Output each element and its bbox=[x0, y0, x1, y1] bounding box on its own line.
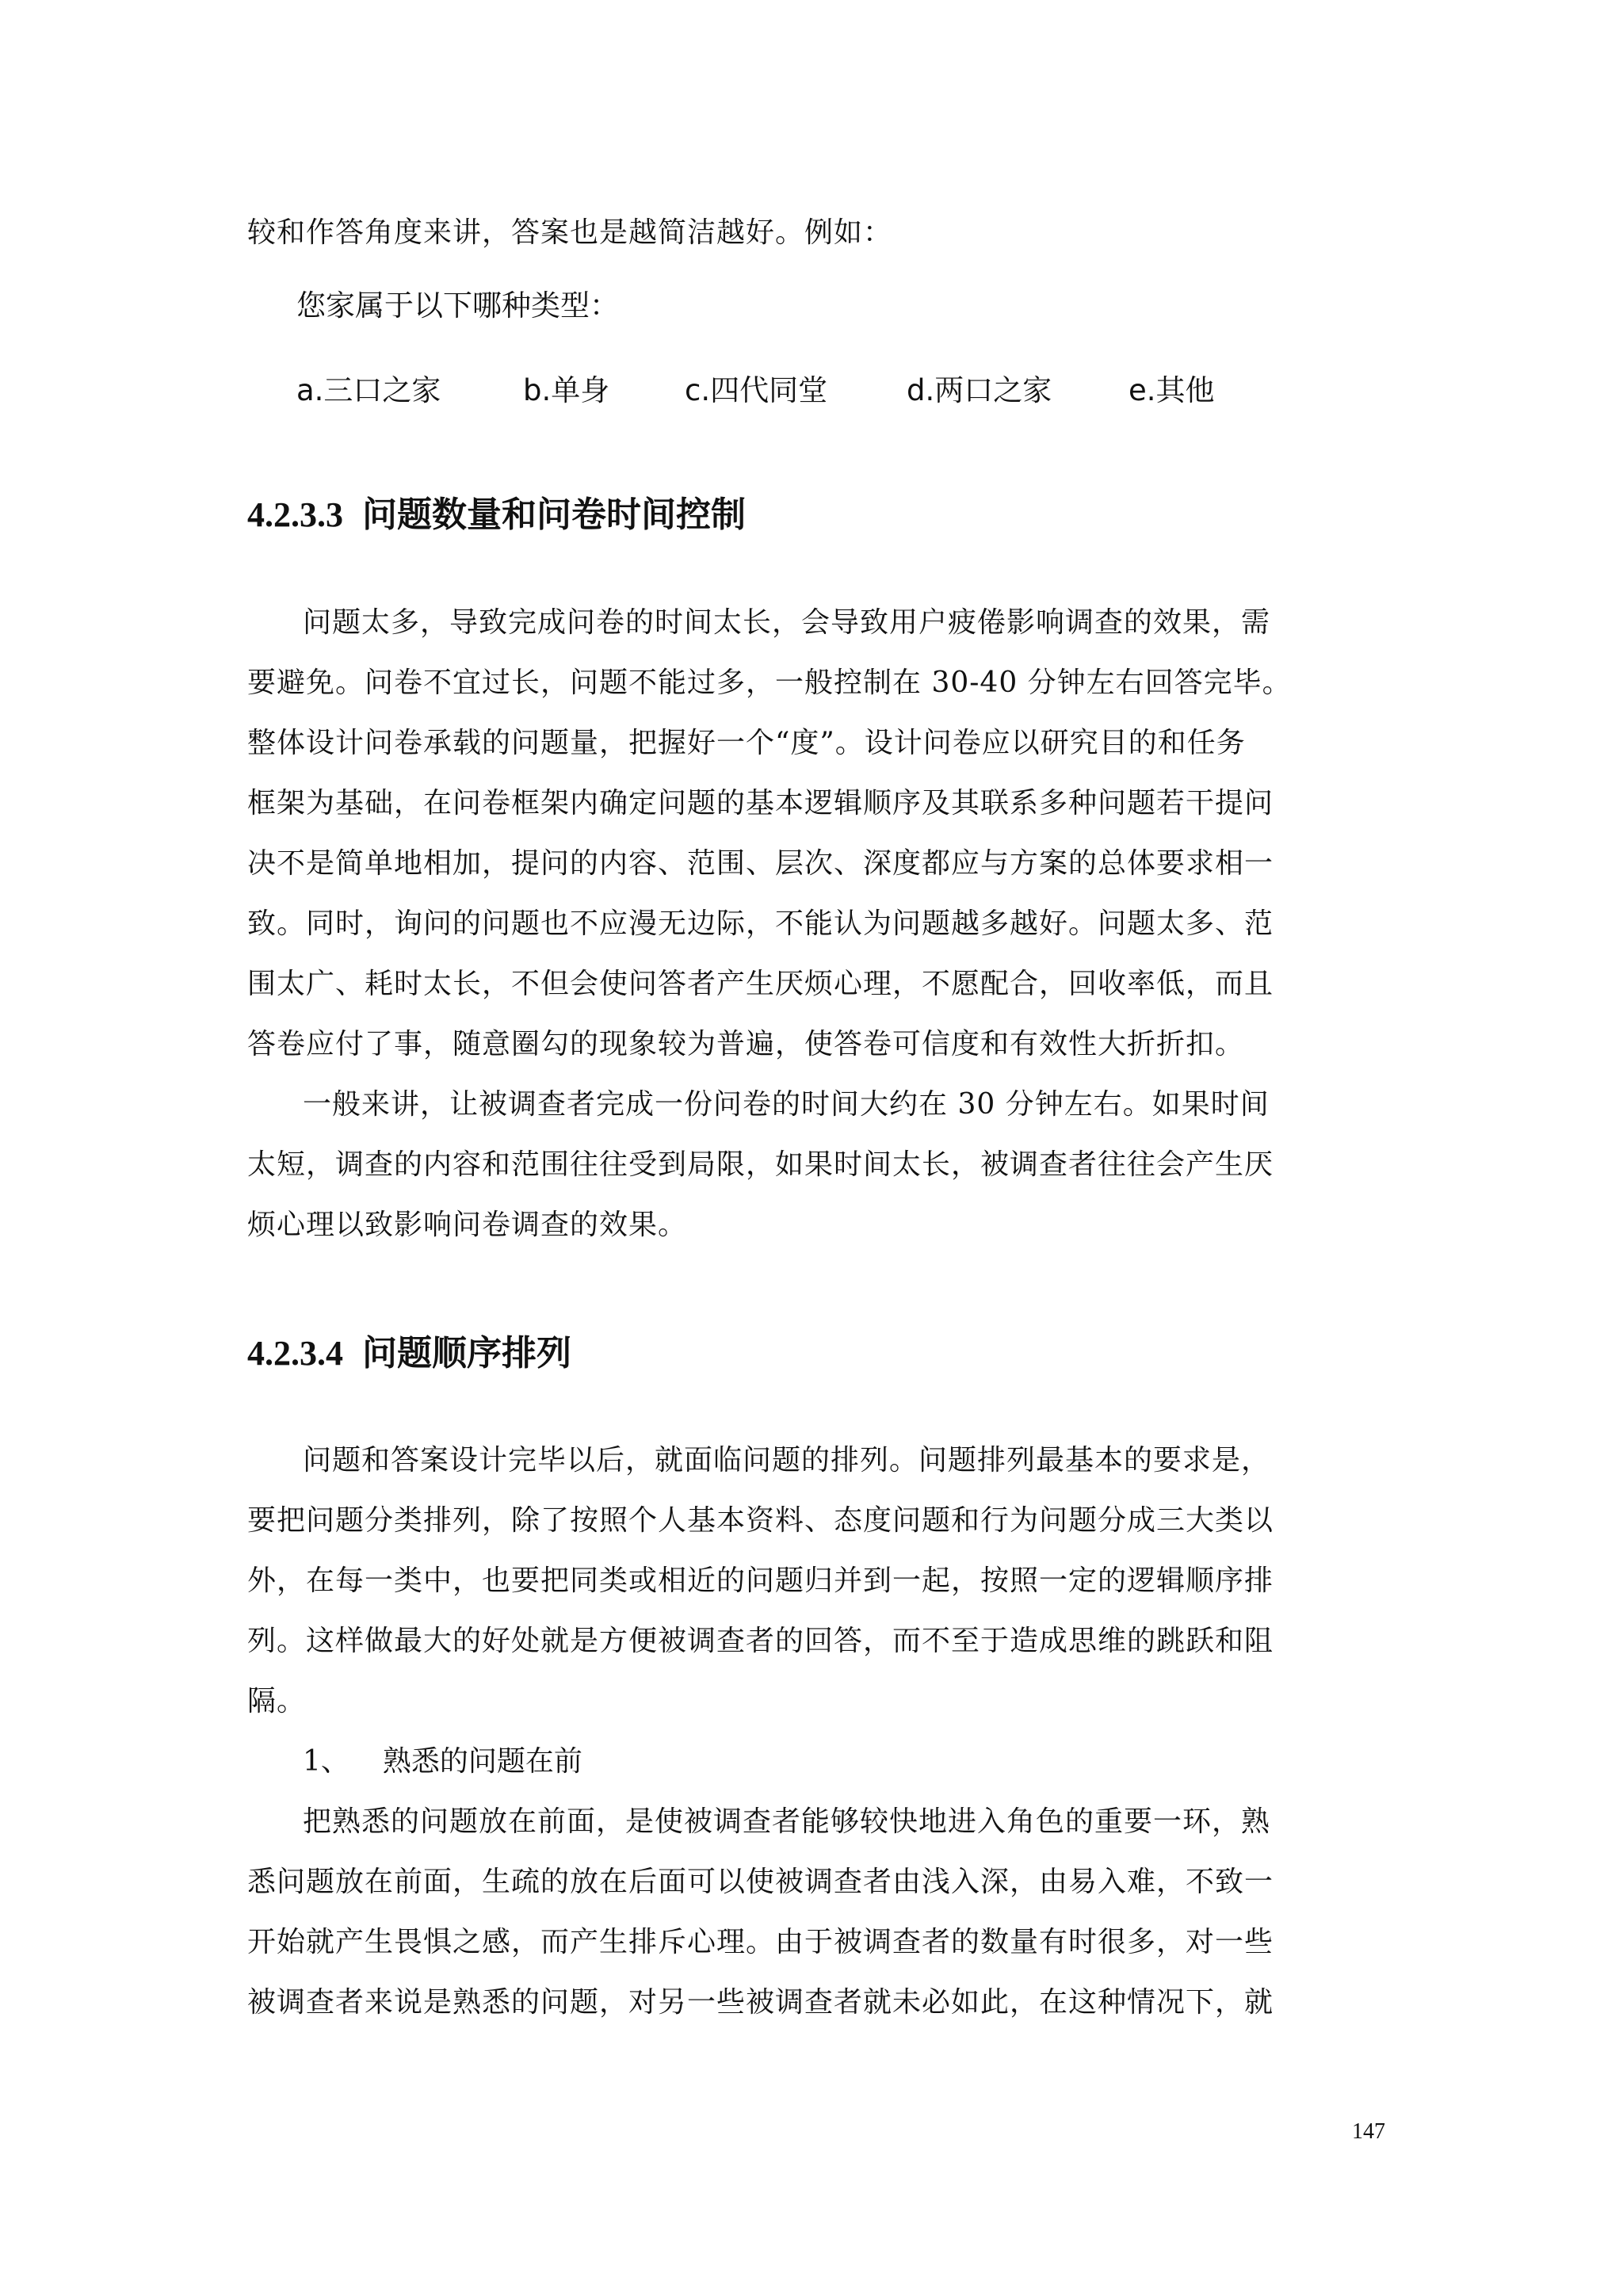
list-item-text: 熟悉的问题在前 bbox=[382, 1745, 582, 1778]
list-marker: 1、 bbox=[303, 1745, 349, 1778]
option-e: e.其他 bbox=[1128, 373, 1215, 407]
section-number: 4.2.3.3 bbox=[247, 495, 343, 534]
text-line: 把熟悉的问题放在前面，是使被调查者能够较快地进入角色的重要一环，熟 bbox=[303, 1805, 1271, 1838]
text-line: 隔。 bbox=[247, 1685, 307, 1717]
section-title: 问题顺序排列 bbox=[362, 1333, 571, 1373]
text-line: 围太广、耗时太长，不但会使问答者产生厌烦心理，不愿配合，回收率低，而且 bbox=[247, 968, 1274, 1000]
text-line: 太短，调查的内容和范围往往受到局限，如果时间太长，被调查者往往会产生厌 bbox=[247, 1148, 1274, 1181]
text-line: 烦心理以致影响问卷调查的效果。 bbox=[247, 1209, 688, 1241]
section-heading-4233 bbox=[247, 493, 746, 537]
text-line: 致。同时，询问的问题也不应漫无边际，不能认为问题越多越好。问题太多、范 bbox=[247, 907, 1274, 940]
option-d: d.两口之家 bbox=[907, 373, 1052, 407]
option-a: a.三口之家 bbox=[296, 373, 441, 407]
text-line: 框架为基础，在问卷框架内确定问题的基本逻辑顺序及其联系多种问题若干提问 bbox=[247, 787, 1274, 819]
text-line: 答卷应付了事，随意圈勾的现象较为普遍，使答卷可信度和有效性大折折扣。 bbox=[247, 1028, 1245, 1060]
text-line: 开始就产生畏惧之感，而产生排斥心理。由于被调查者的数量有时很多，对一些 bbox=[247, 1926, 1274, 1958]
list-item-1 bbox=[303, 1743, 582, 1781]
example-question: 您家属于以下哪种类型： bbox=[296, 288, 619, 323]
option-b: b.单身 bbox=[523, 373, 610, 407]
text-line: 要把问题分类排列，除了按照个人基本资料、态度问题和行为问题分成三大类以 bbox=[247, 1504, 1274, 1537]
text-line: 外，在每一类中，也要把同类或相近的问题归并到一起，按照一定的逻辑顺序排 bbox=[247, 1564, 1274, 1597]
text-line: 问题太多，导致完成问卷的时间太长，会导致用户疲倦影响调查的效果，需 bbox=[303, 606, 1271, 639]
text-line: 整体设计问卷承载的问题量，把握好一个“度”。设计问卷应以研究目的和任务 bbox=[247, 727, 1246, 759]
text-line: 要避免。问卷不宜过长，问题不能过多，一般控制在 30-40 分钟左右回答完毕。 bbox=[247, 667, 1292, 699]
text-line: 问题和答案设计完毕以后，就面临问题的排列。问题排列最基本的要求是， bbox=[303, 1444, 1271, 1477]
text-line: 一般来讲，让被调查者完成一份问卷的时间大约在 30 分钟左右。如果时间 bbox=[303, 1088, 1270, 1121]
section-title: 问题数量和问卷时间控制 bbox=[362, 495, 746, 535]
section-number: 4.2.3.4 bbox=[247, 1334, 343, 1373]
text-line: 决不是简单地相加，提问的内容、范围、层次、深度都应与方案的总体要求相一 bbox=[247, 847, 1274, 880]
page-number: 147 bbox=[1352, 2119, 1385, 2144]
section-heading-4234 bbox=[247, 1331, 571, 1376]
text-line: 被调查者来说是熟悉的问题，对另一些被调查者就未必如此，在这种情况下，就 bbox=[247, 1986, 1274, 2019]
option-c: c.四代同堂 bbox=[685, 373, 828, 407]
text-line: 列。这样做最大的好处就是方便被调查者的回答，而不至于造成思维的跳跃和阻 bbox=[247, 1625, 1274, 1657]
text-line: 悉问题放在前面，生疏的放在后面可以使被调查者由浅入深，由易入难，不致一 bbox=[247, 1866, 1274, 1898]
intro-line: 较和作答角度来讲，答案也是越简洁越好。例如： bbox=[247, 216, 893, 249]
